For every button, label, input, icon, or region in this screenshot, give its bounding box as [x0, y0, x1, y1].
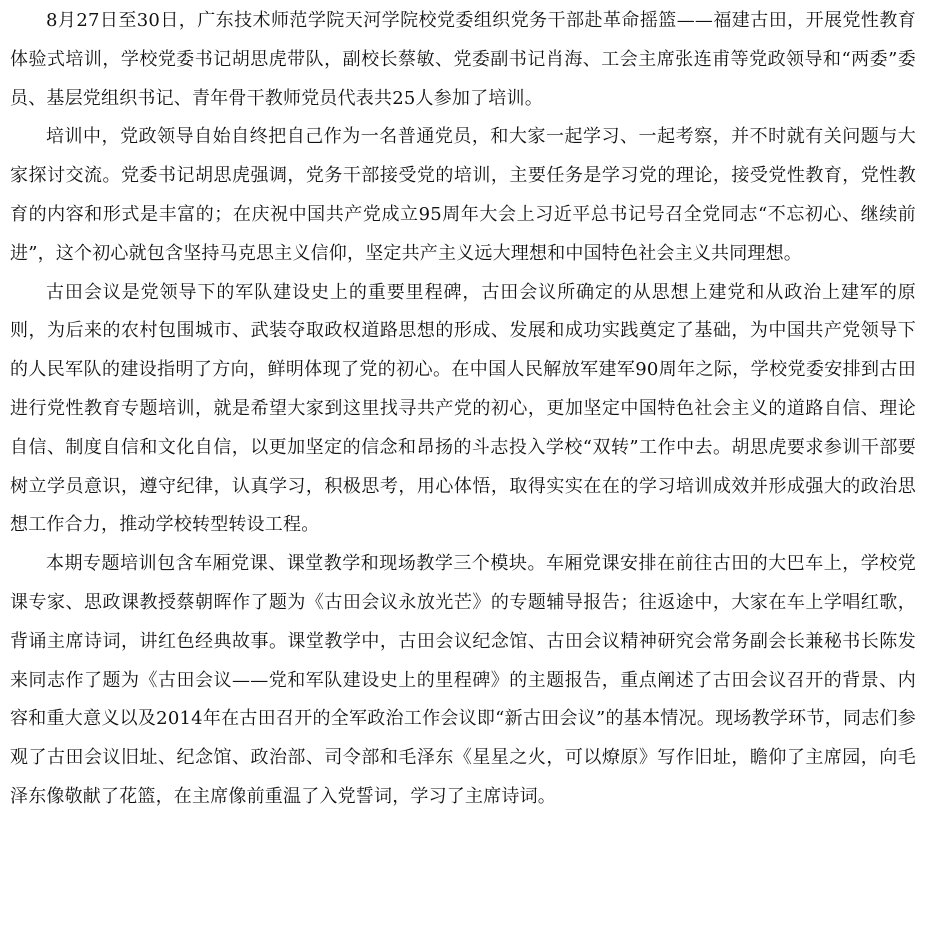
paragraph-3: 古田会议是党领导下的军队建设史上的重要里程碑，古田会议所确定的从思想上建党和从政治上建军的原则，为后来的农村包围城市、武装夺取政权道路思想的形成、发展和成功实践奠定了基础，为中国共产党领导下的人民军队的建设指明了方向，鲜明体现了党的初心。在中国人民解放军建军90周年之际，学校党委安排到古田进行党性教育专题培训，就是希望大家到这里找寻共产党的初心，更加坚定中国特色社会主义的道路自信、理论自信、制度自信和文化自信，以更加坚定的信念和昂扬的斗志投入学校“双转”工作中去。胡思虎要求参训干部要树立学员意识，遵守纪律，认真学习，积极思考，用心体悟，取得实实在在的学习培训成效并形成强大的政治思想工作合力，推动学校转型转设工程。: [10, 281, 916, 536]
paragraph-2: 培训中，党政领导自始自终把自己作为一名普通党员，和大家一起学习、一起考察，并不时就有关问题与大家探讨交流。党委书记胡思虎强调，党务干部接受党的培训，主要任务是学习党的理论，接受党性教育，党性教育的内容和形式是丰富的；在庆祝中国共产党成立95周年大会上习近平总书记号召全党同志“不忘初心、继续前进”，这个初心就包含坚持马克思主义信仰，坚定共产主义远大理想和中国特色社会主义共同理想。: [10, 126, 916, 264]
paragraph-1: 8月27日至30日，广东技术师范学院天河学院校党委组织党务干部赴革命摇篮——福建古田，开展党性教育体验式培训，学校党委书记胡思虎带队，副校长蔡敏、党委副书记肖海、工会主席张连甫等党政领导和“两委”委员、基层党组织书记、青年骨干教师党员代表共25人参加了培训。: [10, 10, 916, 109]
paragraph-4: 本期专题培训包含车厢党课、课堂教学和现场教学三个模块。车厢党课安排在前往古田的大巴车上，学校党课专家、思政课教授蔡朝晖作了题为《古田会议永放光芒》的专题辅导报告；往返途中，大家在车上学唱红歌，背诵主席诗词，讲红色经典故事。课堂教学中，古田会议纪念馆、古田会议精神研究会常务副会长兼秘书长陈发来同志作了题为《古田会议——党和军队建设史上的里程碑》的主题报告，重点阐述了古田会议召开的背景、内容和重大意义以及2014年在古田召开的全军政治工作会议即“新古田会议”的基本情况。现场教学环节，同志们参观了古田会议旧址、纪念馆、政治部、司令部和毛泽东《星星之火，可以燎原》写作旧址，瞻仰了主席园，向毛泽东像敬献了花篮，在主席像前重温了入党誓词，学习了主席诗词。: [10, 553, 916, 807]
article-body: [10, 0, 916, 817]
